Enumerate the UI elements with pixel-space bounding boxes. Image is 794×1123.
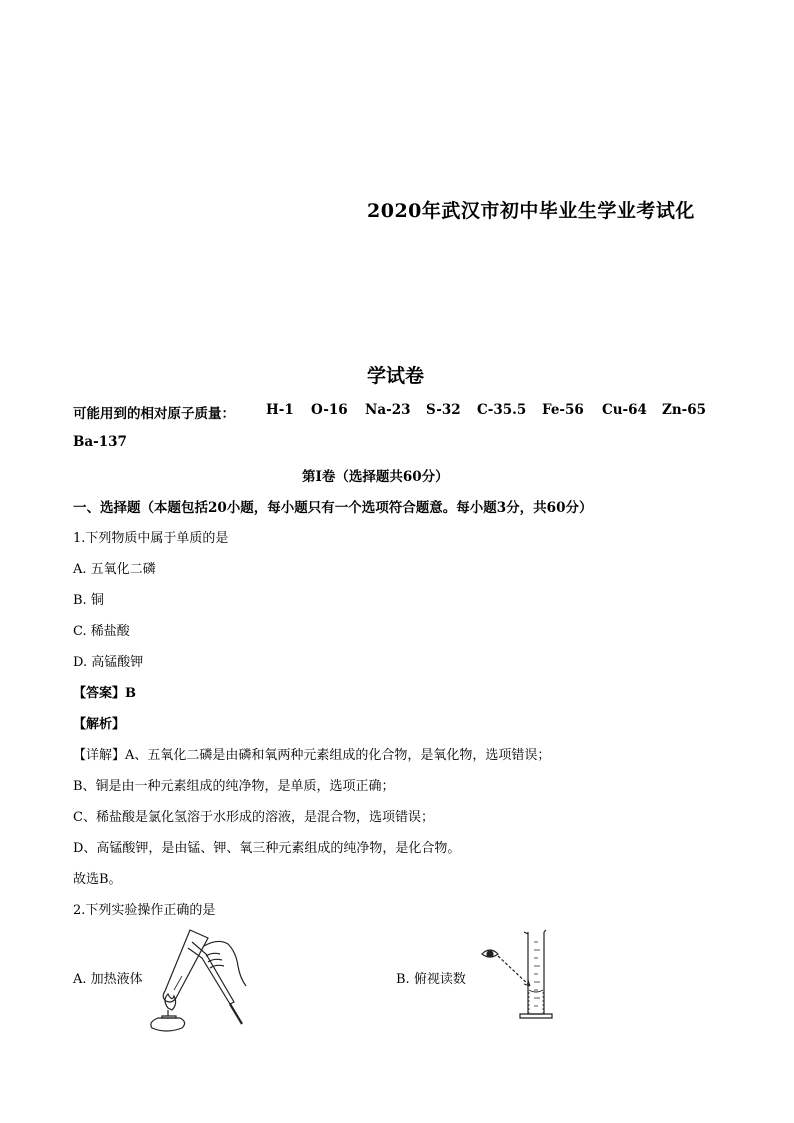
mass-na: Na-23 — [365, 402, 411, 418]
cylinder-reading-figure — [478, 928, 556, 1022]
q1-option-a: A. 五氧化二磷 — [73, 562, 156, 577]
q1-stem: 1.下列物质中属于单质的是 — [73, 531, 229, 546]
mass-c: C-35.5 — [477, 402, 527, 418]
exam-title-line2: 学试卷 — [367, 365, 425, 387]
heating-liquid-figure — [146, 924, 250, 1032]
mass-cu: Cu-64 — [602, 402, 647, 418]
q1-answer: 【答案】B — [73, 686, 136, 701]
section-instructions: 一、选择题（本题包括20小题，每小题只有一个选项符合题意。每小题3分，共60分） — [73, 500, 593, 516]
q1-option-c: C. 稀盐酸 — [73, 624, 130, 639]
mass-o: O-16 — [311, 402, 348, 418]
q2-option-a: A. 加热液体 — [73, 972, 143, 987]
section-title: 第Ⅰ卷（选择题共60分） — [302, 469, 449, 485]
mass-fe: Fe-56 — [542, 402, 584, 418]
q1-detail-c: C、稀盐酸是氯化氢溶于水形成的溶液，是混合物，选项错误； — [73, 810, 434, 825]
atomic-masses-label: 可能用到的相对原子质量： — [73, 406, 235, 422]
q2-option-b: B. 俯视读数 — [396, 972, 466, 987]
q1-option-d: D. 高锰酸钾 — [73, 655, 144, 670]
exam-title-line1: 2020年武汉市初中毕业生学业考试化 — [367, 200, 695, 222]
q2-stem: 2.下列实验操作正确的是 — [73, 903, 216, 918]
q1-detail-b: B、铜是由一种元素组成的纯净物，是单质，选项正确； — [73, 779, 395, 794]
q1-analysis-label: 【解析】 — [73, 717, 126, 732]
mass-h: H-1 — [266, 402, 294, 418]
q1-conclusion: 故选B。 — [73, 872, 122, 887]
mass-s: S-32 — [426, 402, 461, 418]
q1-option-b: B. 铜 — [73, 593, 104, 608]
q1-detail-d: D、高锰酸钾，是由锰、钾、氧三种元素组成的纯净物，是化合物。 — [73, 841, 461, 856]
atomic-masses-line — [73, 402, 713, 420]
q1-detail-a: 【详解】A、五氧化二磷是由磷和氧两种元素组成的化合物，是氧化物，选项错误； — [73, 748, 551, 763]
mass-zn: Zn-65 — [662, 402, 707, 418]
mass-ba: Ba-137 — [73, 434, 127, 450]
